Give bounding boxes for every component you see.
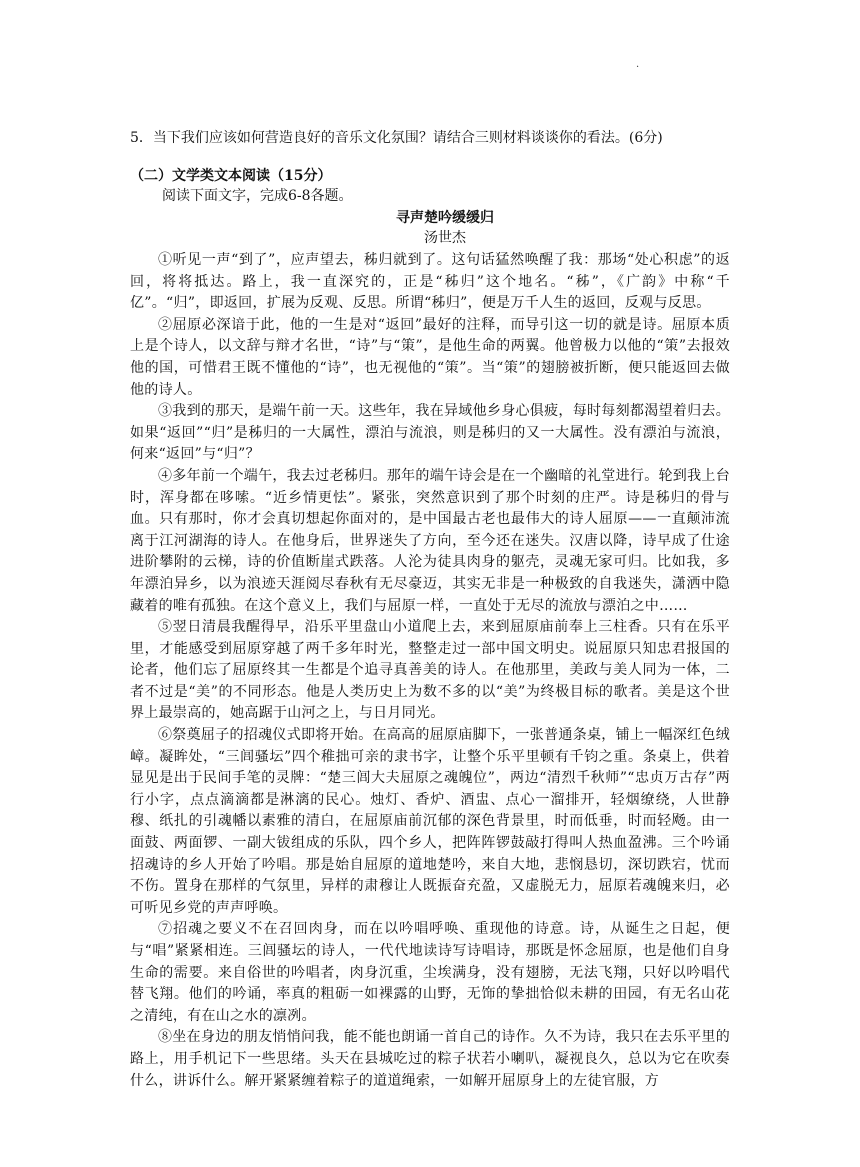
paragraph: ①听见一声“到了”，应声望去，秭归就到了。这句话猛然唤醒了我：那场“处心积虑”的返回，将将抵达。路上，我一直深究的，正是“秭归”这个地名。“秭”，《广韵》中称“千亿”。“归”，即返回，扩展为反观、反思。所谓“秭归”，便是万千人生的返回，反观与反思。 bbox=[130, 252, 730, 312]
paragraph: ⑤翌日清晨我醒得早，沿乐平里盘山小道爬上去，来到屈原庙前奉上三柱香。只有在乐平里，才能感受到屈原穿越了两千多年时光，整整走过一部中国文明史。说屈原只知忠君报国的论者，他们忘了屈原终其一生都是个追寻真善美的诗人。在他那里，美政与美人同为一体，二者不过是“美”的不同形态。他是人类历史上为数不多的以“美”为终极目标的歌者。美是这个世界上最崇高的，她高踞于山河之上，与日月同光。 bbox=[130, 619, 730, 722]
section-heading: （二）文学类文本阅读（15分） bbox=[130, 168, 332, 184]
article-body bbox=[130, 250, 730, 1092]
paragraph: ⑧坐在身边的朋友悄悄问我，能不能也朗诵一首自己的诗作。久不为诗，我只在去乐平里的路上，用手机记下一些思绪。头天在县城吃过的粽子状若小喇叭，凝视良久，总以为它在吹奏什么，讲诉什么。解开紧紧缠着粽子的道道绳索，一如解开屈原身上的左徒官服，方 bbox=[130, 1029, 730, 1089]
paragraph: ④多年前一个端午，我去过老秭归。那年的端午诗会是在一个幽暗的礼堂进行。轮到我上台时，浑身都在哆嗦。“近乡情更怯”。紧张，突然意识到了那个时刻的庄严。诗是秭归的骨与血。只有那时，你才会真切想起你面对的，是中国最古老也最伟大的诗人屈原——一直颠沛流离于江河湖海的诗人。在他身后，世界迷失了方向，至今还在迷失。汉唐以降，诗早成了仕途进阶攀附的云梯，诗的价值断崖式跌落。人沦为徒具肉身的躯壳，灵魂无家可归。比如我，多年漂泊异乡，以为浪迹天涯阅尽春秋有无尽豪迈，其实无非是一种极致的自我迷失，潇洒中隐藏着的唯有孤独。在这个意义上，我们与屈原一样，一直处于无尽的流放与漂泊之中…… bbox=[130, 467, 730, 614]
header-mark: · bbox=[636, 62, 640, 73]
paragraph: ⑥祭奠屈子的招魂仪式即将开始。在高高的屈原庙脚下，一张普通条桌，铺上一幅深红色绒嶂。凝眸处，“三闾骚坛”四个稚拙可亲的隶书字，让整个乐平里顿有千钧之重。条桌上，供着显见是出于民间手笔的灵牌：“楚三闾大夫屈原之魂魄位”，两边“清烈千秋师”“忠贞万古存”两行小字，点点滴滴都是淋漓的民心。烛灯、香炉、酒盅、点心一溜排开，轻烟缭绕，人世静穆、纸扎的引魂幡以素雅的清白，在屈原庙前沉郁的深色背景里，时而低垂，时而轻飏。由一面鼓、两面锣、一副大钹组成的乐队，四个乡人，把阵阵锣鼓敲打得叫人热血盈沸。三个吟诵招魂诗的乡人开始了吟唱。那是始自屈原的道地楚吟，来自大地，悲悯恳切，深切跌宕，忧而不伤。置身在那样的气氛里，异样的肃穆让人既振奋充盈，又虚脱无力，屈原若魂魄来归，必可听见乡党的声声呼唤。 bbox=[130, 727, 730, 916]
paragraph: ②屈原必深谙于此，他的一生是对“返回”最好的注释，而导引这一切的就是诗。屈原本质上是个诗人，以文辞与辩才名世，“诗”与“策”，是他生命的两翼。他曾极力以他的“策”去报效他的国，可惜君王既不懂他的“诗”，也无视他的“策”。当“策”的翅膀被折断，便只能返回去做他的诗人。 bbox=[130, 316, 730, 398]
article-title: 寻声楚吟缓缓归 bbox=[396, 210, 494, 226]
exam-page bbox=[130, 128, 730, 1092]
question-5: 5．当下我们应该如何营造良好的音乐文化氛围？请结合三则材料谈谈你的看法。(6分) bbox=[130, 130, 663, 146]
paragraph: ⑦招魂之要义不在召回肉身，而在以吟唱呼唤、重现他的诗意。诗，从诞生之日起，便与“唱”紧紧相连。三闾骚坛的诗人，一代代地读诗写诗唱诗，那既是怀念屈原，也是他们自身生命的需要。来自俗世的吟唱者，肉身沉重，尘埃满身，没有翅膀，无法飞翔，只好以吟唱代替飞翔。他们的吟诵，率真的粗砺一如裸露的山野，无饰的挚拙恰似未耕的田园，有无名山花之清纯，有在山之水的凛冽。 bbox=[130, 921, 730, 1024]
paragraph: ③我到的那天，是端午前一天。这些年，我在异域他乡身心俱疲，每时每刻都渴望着归去。如果“返回”“归”是秭归的一大属性，漂泊与流浪，则是秭归的又一大属性。没有漂泊与流浪，何来“返回”与“归”？ bbox=[130, 403, 730, 463]
section-instruction: 阅读下面文字，完成6-8各题。 bbox=[162, 188, 353, 204]
article-author: 汤世杰 bbox=[424, 230, 466, 246]
